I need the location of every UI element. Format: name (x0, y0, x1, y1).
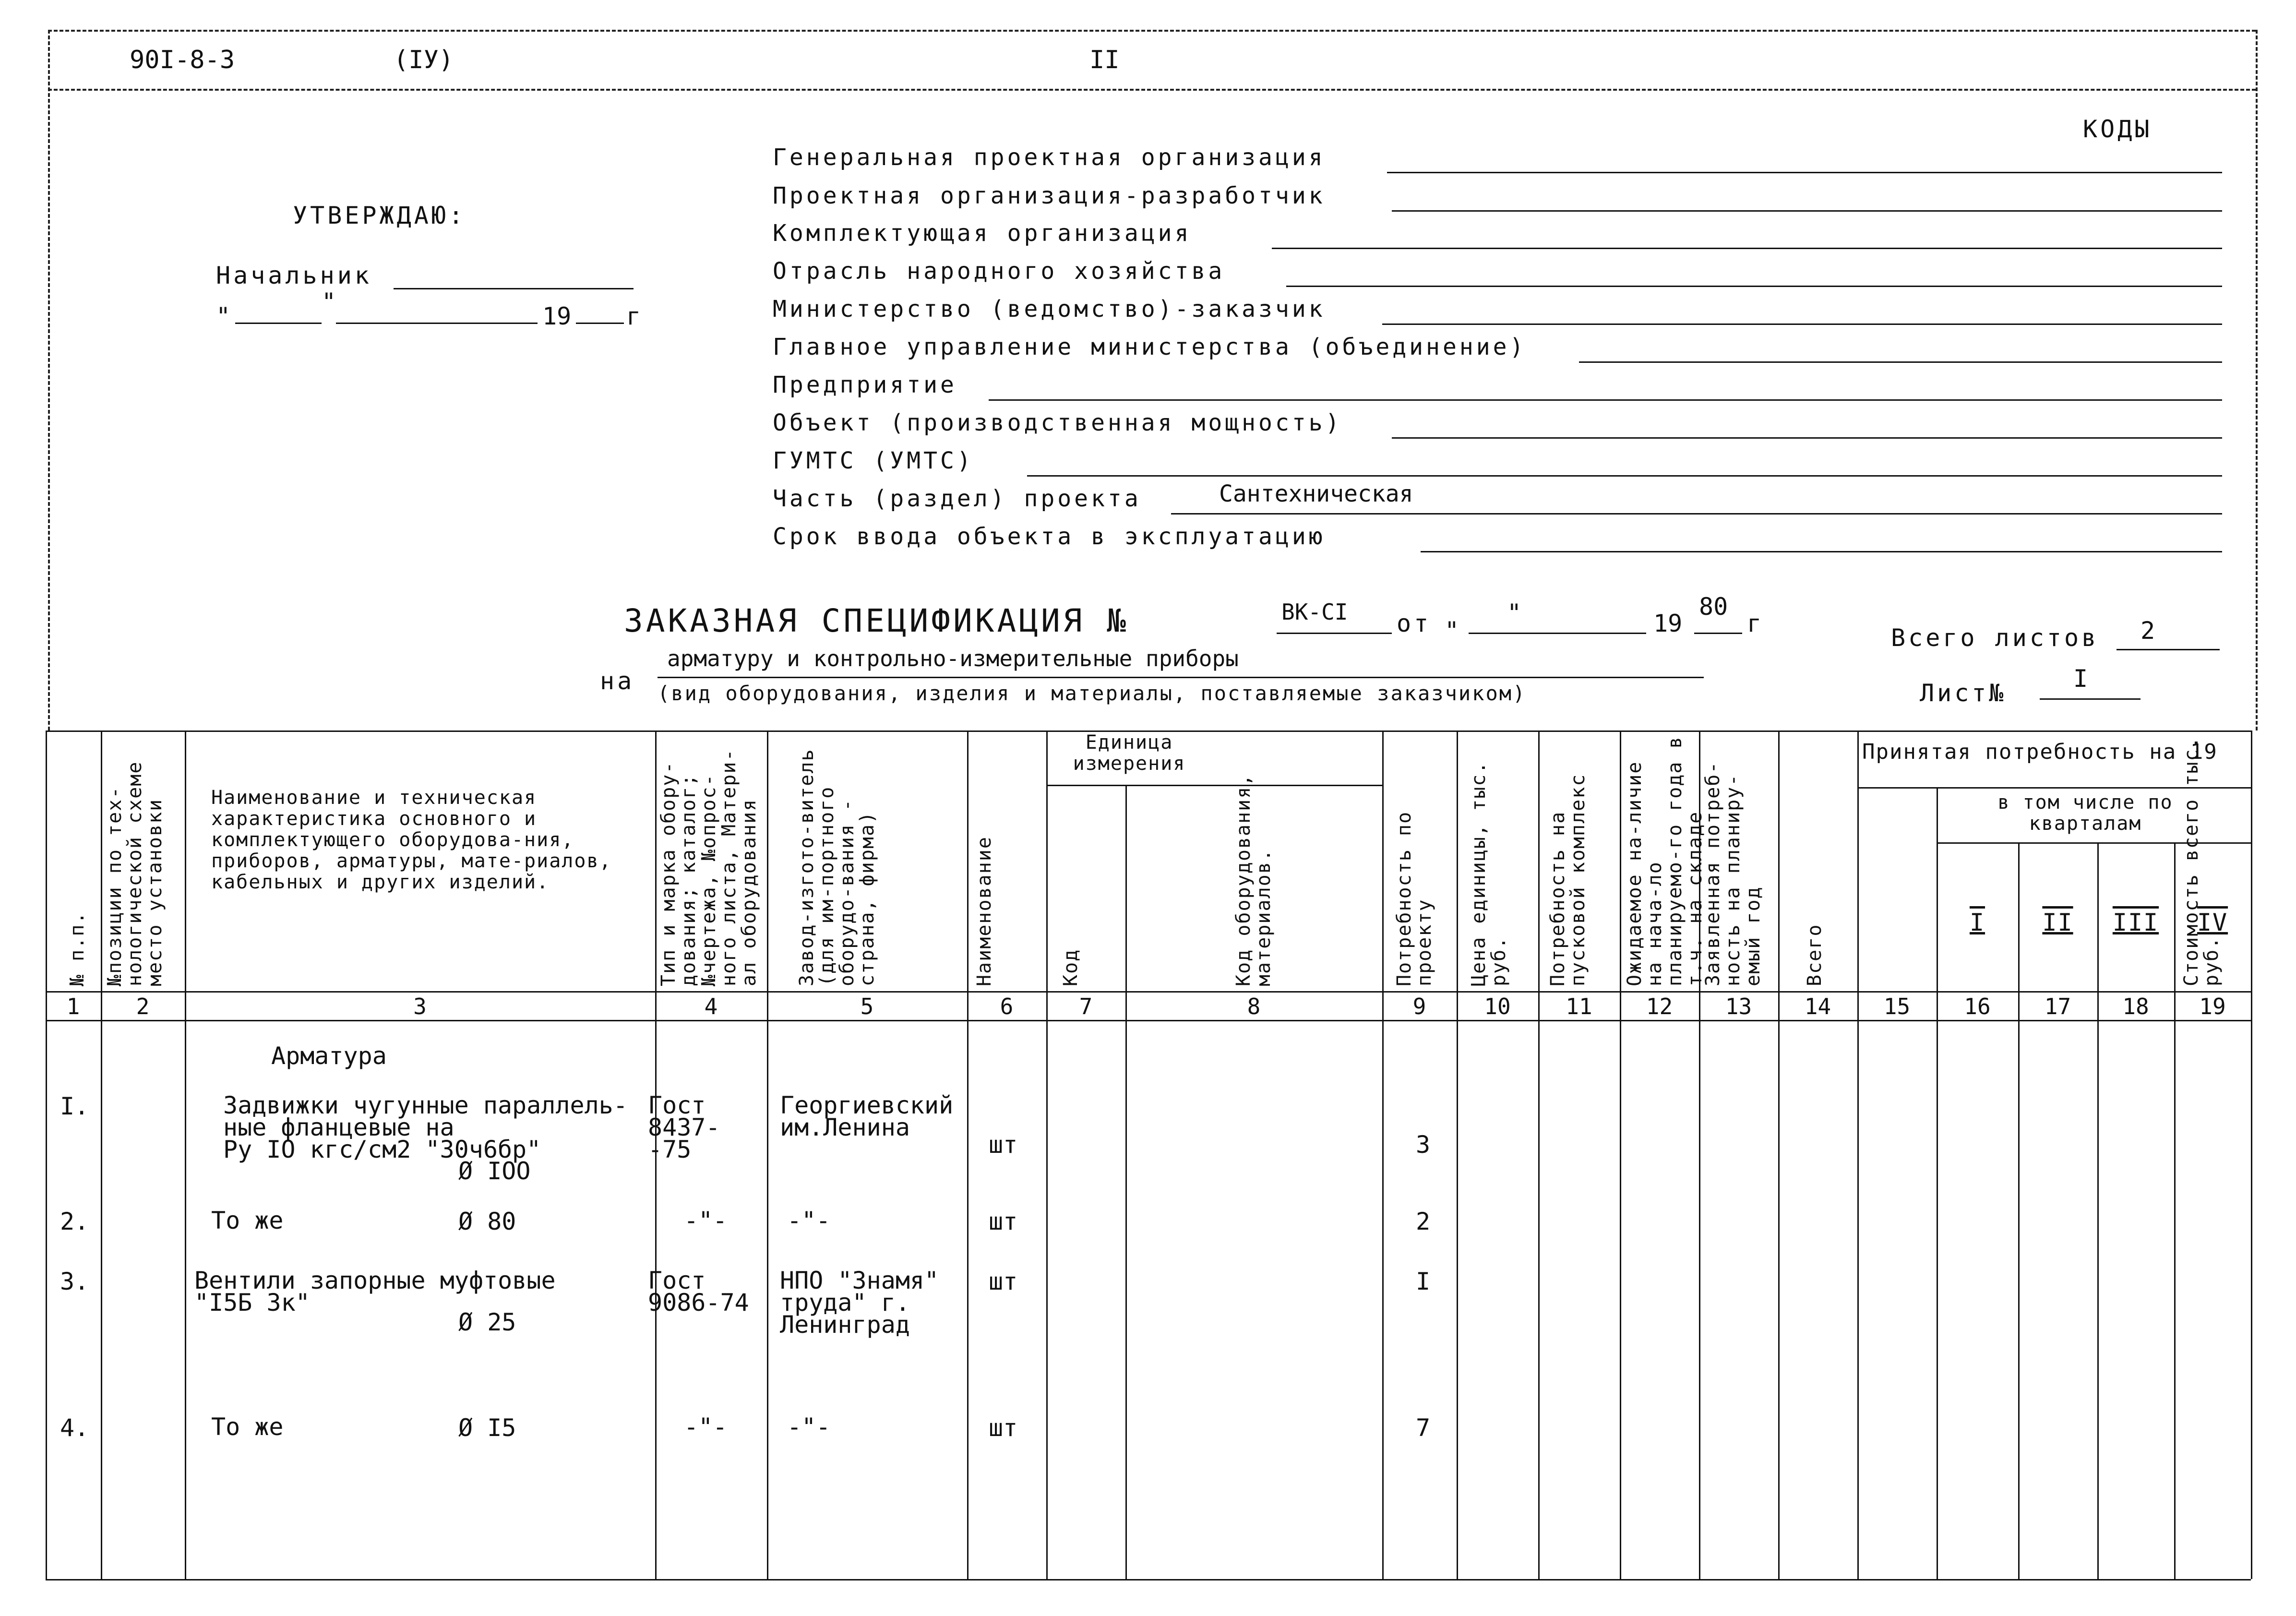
row-number: 4. (60, 1414, 89, 1442)
row-maker: -"- (787, 1413, 831, 1441)
table-column-line (1857, 730, 1859, 1579)
row-maker: НПО "Знамя" труда" г. Ленинград (780, 1267, 939, 1339)
org-field-line (1387, 172, 2222, 173)
frame-top (48, 30, 2256, 32)
row-type: Гост 9086-74 (648, 1267, 749, 1317)
org-field-line (1421, 551, 2222, 552)
header-c6: Наименование (973, 836, 995, 986)
frame-top-inner (48, 89, 2256, 91)
frame-left (48, 30, 50, 730)
header-c12: Ожидаемое на-личие на нача-ло планируемо-го года в т.ч. на складе (1624, 736, 1706, 986)
org-field-line (989, 399, 2222, 401)
org-field-line (1392, 210, 2222, 212)
spec-subject: арматуру и контрольно-измерительные приборы (667, 646, 1239, 671)
table-column-line (1457, 730, 1458, 1579)
table-column-line (1382, 730, 1384, 1579)
row-number: I. (60, 1092, 89, 1120)
org-field-label: Предприятие (773, 371, 957, 398)
header-name-characteristics: Наименование и техническая характеристика основного и комплектующего оборудова-ния, приборов, арматуры, мате-риалов, кабельных и других изделий. (211, 787, 612, 893)
org-field-label: Проектная организация-разработчик (773, 182, 1326, 209)
org-field-line (1272, 248, 2222, 249)
org-field-label: Министерство (ведомство)-заказчик (773, 296, 1326, 323)
table-column-line (1778, 730, 1780, 1579)
header-c13: Заявленная потреб-ность на планиру-емый год (1702, 761, 1764, 986)
header-accepted-demand: Принятая потребность на 19 (1862, 740, 2218, 764)
spec-quote-open: " (1445, 617, 1459, 645)
total-sheets-value: 2 (2141, 617, 2155, 645)
header-bottom-border (46, 991, 2251, 993)
header-c14: Всего (1804, 923, 1826, 986)
approve-year-line (576, 323, 624, 324)
table-column-line (46, 730, 47, 1579)
header-quarters-group: в том числе по кварталам (1997, 791, 2173, 835)
column-number-label: 15 (1883, 994, 1911, 1019)
org-field-label: Объект (производственная мощность) (773, 409, 1342, 436)
column-number-label: 11 (1566, 994, 1592, 1019)
sheet-number-line (2040, 698, 2141, 700)
column-number-label: 18 (2122, 994, 2149, 1019)
header-quarter-1: I (1969, 909, 1985, 936)
header-quarter-2: II (2042, 909, 2073, 936)
row-type: Гост 8437- -75 (648, 1091, 720, 1163)
column-number-label: 12 (1646, 994, 1673, 1019)
chief-label: Начальник (216, 262, 372, 289)
column-number-label: 13 (1725, 994, 1752, 1019)
column-number-label: 10 (1484, 994, 1511, 1019)
header-c2: №позиции по тех-нологической схеме место установки (104, 761, 166, 986)
column-number-label: 19 (2199, 994, 2226, 1019)
spec-year: 80 (1699, 593, 1728, 621)
table-column-line (2097, 842, 2099, 1579)
table-column-line (2018, 842, 2020, 1579)
sheet-label: Лист№ (1920, 679, 2007, 707)
header-quarter-3: III (2112, 909, 2159, 936)
column-number-label: 2 (136, 994, 150, 1019)
approve-month-line (336, 323, 538, 324)
row-unit: шт (989, 1131, 1018, 1159)
row-size: Ø 80 (458, 1208, 516, 1235)
doc-code: 90I-8-3 (130, 46, 235, 74)
header-c10: Цена единицы, тыс. руб. (1468, 761, 1510, 986)
table-bottom-border (46, 1579, 2251, 1580)
row-size: Ø IОО (458, 1157, 531, 1185)
org-field-line (1382, 323, 2222, 325)
volume-number: (IУ) (394, 46, 454, 74)
row-qty: I (1416, 1268, 1431, 1295)
org-field-label: Отрасль народного хозяйства (773, 258, 1225, 285)
spec-number: ВК-CI (1281, 599, 1348, 625)
org-field-label: Главное управление министерства (объединение) (773, 334, 1527, 360)
sheet-number: I (2073, 665, 2088, 693)
row-number: 3. (60, 1268, 89, 1295)
org-field-line (1171, 513, 2222, 515)
codes-label: КОДЫ (2083, 115, 2152, 143)
header-unit-group: Единица измерения (1073, 731, 1186, 775)
org-field-line (1286, 286, 2222, 287)
approve-quote-close: " (322, 288, 336, 316)
header-c8: Код оборудования, материалов. (1232, 773, 1275, 986)
spec-subject-caption: (вид оборудования, изделия и материалы, поставляемые заказчиком) (658, 682, 1527, 705)
table-column-line (2251, 787, 2252, 1579)
row-name: Задвижки чугунные параллель- ные фланцевые на Ру IО кгс/см2 "30ч6бр" (223, 1091, 628, 1163)
column-number-label: 14 (1804, 994, 1831, 1019)
column-number-label: 7 (1079, 994, 1093, 1019)
org-field-value: Сантехническая (1219, 480, 1413, 507)
header-c1: № п.п. (66, 911, 88, 986)
section-label: Арматура (271, 1042, 387, 1070)
approve-title: УТВЕРЖДАЮ: (293, 202, 466, 229)
table-column-line (767, 730, 768, 1579)
org-field-line (1579, 361, 2222, 363)
spec-quote-close: " (1507, 599, 1522, 627)
table-column-line (1046, 730, 1048, 1579)
table-column-line (2174, 842, 2176, 1579)
chief-signature-line (394, 288, 634, 289)
org-field-label: Срок ввода объекта в эксплуатацию (773, 523, 1326, 550)
row-qty: 2 (1416, 1208, 1431, 1235)
approve-quote-open: " (216, 302, 231, 330)
column-number-label: 1 (66, 994, 80, 1019)
column-number-label: 6 (1000, 994, 1014, 1019)
row-size: Ø 25 (458, 1308, 516, 1336)
spec-date-line (1469, 633, 1646, 634)
spec-na-label: на (600, 667, 635, 695)
header-c11: Потребность на пусковой комплекс (1547, 773, 1589, 986)
row-qty: 3 (1416, 1131, 1431, 1159)
column-number-label: 17 (2044, 994, 2071, 1019)
column-number-label: 8 (1247, 994, 1261, 1019)
org-field-label: Часть (раздел) проекта (773, 485, 1141, 512)
org-field-line (1392, 437, 2222, 439)
org-field-label: Генеральная проектная организация (773, 144, 1326, 171)
table-column-line (1937, 787, 1938, 1579)
column-number-label: 5 (860, 994, 874, 1019)
approve-day-line (235, 323, 322, 324)
header-c5: Завод-изгото-витель (для им-портного оборудо-вания - страна, фирма) (796, 748, 878, 986)
row-name: Вентили запорные муфтовые "I5Б 3к" (194, 1267, 556, 1317)
frame-right (2256, 30, 2258, 730)
spec-year-suffix: г (1747, 610, 1762, 637)
spec-from-label: от (1397, 610, 1432, 637)
page-number: II (1089, 46, 1120, 74)
header-c9: Потребность по проекту (1393, 811, 1435, 986)
column-number-label: 9 (1412, 994, 1426, 1019)
table-column-line (1620, 730, 1621, 1579)
table-column-line (1538, 730, 1540, 1579)
row-name: То же (211, 1207, 284, 1234)
row-maker: Георгиевский им.Ленина (780, 1091, 954, 1141)
header-c4: Тип и марка обору-дования; каталог; №чертежа, №опрос-ного листа, Матери-ал оборудования (658, 748, 760, 986)
spec-year-prefix: 19 (1653, 610, 1683, 637)
row-maker: -"- (787, 1207, 831, 1234)
spec-title: ЗАКАЗНАЯ СПЕЦИФИКАЦИЯ № (624, 602, 1129, 639)
row-unit: шт (989, 1268, 1018, 1295)
row-size: Ø I5 (458, 1414, 516, 1442)
row-unit: шт (989, 1208, 1018, 1235)
column-number-label: 4 (704, 994, 718, 1019)
header-c19: Стоимость всего тыс. руб. (2180, 736, 2223, 986)
row-qty: 7 (1416, 1414, 1431, 1442)
table-column-line (1125, 785, 1127, 1579)
row-type: -"- (684, 1413, 728, 1441)
org-field-label: ГУМТС (УМТС) (773, 447, 974, 474)
row-number: 2. (60, 1208, 89, 1235)
spec-subject-line (658, 677, 1704, 678)
header-quarter-4: IV (2197, 909, 2228, 936)
row-name: То же (211, 1413, 284, 1441)
org-field-label: Комплектующая организация (773, 220, 1192, 247)
total-sheets-line (2117, 649, 2220, 650)
table-column-line (967, 730, 969, 1579)
table-column-line (185, 730, 186, 1579)
column-number-label: 16 (1964, 994, 1991, 1019)
row-type: -"- (684, 1207, 728, 1234)
table-column-line (101, 730, 102, 1579)
approve-year: 19 (542, 302, 572, 330)
spec-number-line (1277, 633, 1392, 634)
column-number-label: 3 (413, 994, 427, 1019)
row-unit: шт (989, 1414, 1018, 1442)
header-c7: Код (1060, 948, 1082, 986)
approve-year-suffix: г (626, 302, 641, 330)
total-sheets-label: Всего листов (1891, 624, 2099, 652)
org-field-line (1027, 475, 2222, 477)
column-number-border (46, 1020, 2251, 1021)
spec-year-line (1694, 633, 1742, 634)
unit-group-divider (1046, 785, 1382, 786)
